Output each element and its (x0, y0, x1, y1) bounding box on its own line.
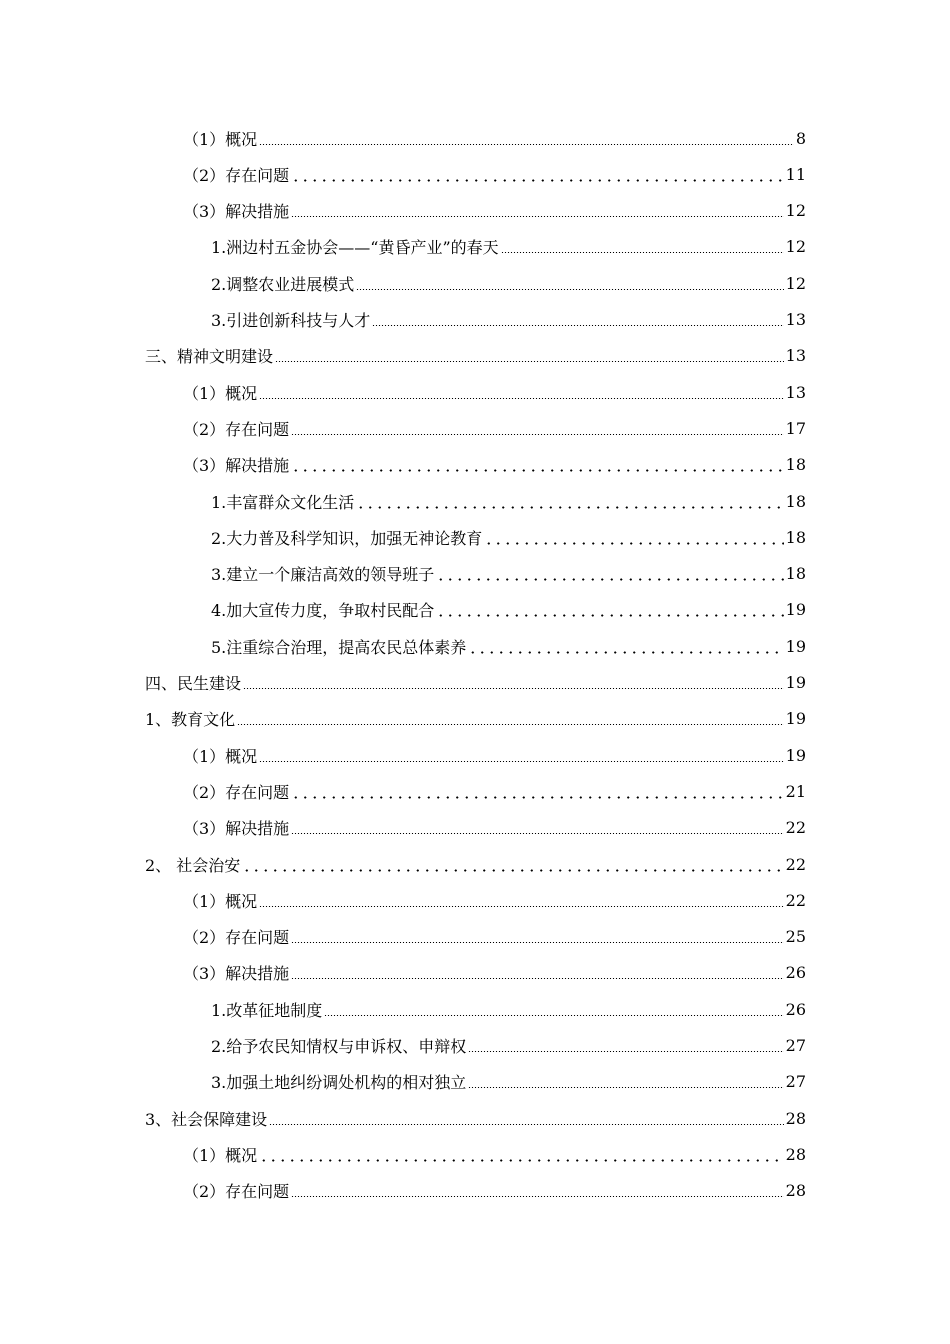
toc-entry[interactable] (211, 628, 806, 664)
dot-leader (259, 398, 783, 399)
toc-entry[interactable] (183, 1173, 806, 1209)
toc-entry-page-number: 25 (785, 927, 806, 947)
toc-entry[interactable] (183, 447, 806, 483)
toc-entry-title: 3、社会保障建设 (145, 1109, 268, 1129)
toc-entry-page-number: 12 (785, 201, 806, 221)
dot-leader (237, 724, 783, 725)
toc-entry-title: （2）存在问题 (183, 782, 290, 802)
toc-entry-title: （1）概况 (183, 891, 258, 911)
toc-entry[interactable] (211, 265, 806, 301)
dot-leader (291, 978, 783, 979)
toc-entry[interactable] (183, 156, 806, 192)
toc-entry[interactable] (211, 519, 806, 555)
toc-entry-title: （2）存在问题 (183, 928, 290, 948)
dot-leader (436, 578, 783, 581)
dot-leader (275, 361, 784, 362)
dot-leader (324, 1015, 783, 1016)
toc-entry[interactable] (183, 1136, 806, 1172)
toc-entry-title: （2）存在问题 (183, 419, 290, 439)
toc-entry-title: 3.建立一个廉洁高效的领导班子 (211, 565, 435, 585)
toc-entry-title: 1.洲边村五金协会——“黄昏产业”的春天 (211, 238, 499, 258)
toc-entry-page-number: 17 (785, 418, 806, 438)
toc-entry-page-number: 27 (785, 1072, 806, 1092)
toc-entry-title: （1）概况 (183, 129, 258, 149)
toc-entry[interactable] (211, 556, 806, 592)
dot-leader (242, 869, 783, 872)
dot-leader (291, 216, 783, 217)
toc-entry[interactable] (183, 882, 806, 918)
toc-entry[interactable] (183, 120, 806, 156)
toc-entry[interactable] (211, 1064, 806, 1100)
toc-entry-page-number: 19 (785, 636, 806, 656)
toc-entry-page-number: 19 (785, 600, 806, 620)
toc-entry-title: （1）概况 (183, 746, 258, 766)
toc-entry-page-number: 26 (785, 963, 806, 983)
dot-leader (243, 688, 784, 689)
dot-leader (259, 1159, 783, 1162)
toc-entry-page-number: 22 (785, 818, 806, 838)
toc-entry-page-number: 22 (785, 854, 806, 874)
toc-entry-page-number: 18 (785, 455, 806, 475)
toc-entry-title: （1）概况 (183, 383, 258, 403)
toc-entry-page-number: 11 (785, 164, 806, 184)
toc-entry-page-number: 26 (785, 999, 806, 1019)
toc-entry-page-number: 18 (785, 491, 806, 511)
toc-entry-page-number: 13 (785, 346, 806, 366)
toc-entry[interactable] (211, 483, 806, 519)
dot-leader (436, 614, 783, 617)
dot-leader (484, 542, 783, 545)
toc-entry-page-number: 13 (785, 382, 806, 402)
toc-entry-title: 2.大力普及科学知识，加强无神论教育 (211, 528, 483, 548)
dot-leader (468, 1087, 783, 1088)
toc-entry-title: 2.调整农业进展模式 (211, 274, 355, 294)
toc-entry-page-number: 27 (785, 1036, 806, 1055)
toc-entry-title: 1、教育文化 (145, 710, 236, 730)
dot-leader (269, 1124, 783, 1125)
dot-leader (291, 942, 783, 943)
toc-entry-title: 2.给予农民知情权与申诉权、申辩权 (211, 1037, 467, 1056)
toc-entry-page-number: 18 (785, 527, 806, 547)
toc-entry-page-number: 19 (785, 745, 806, 765)
dot-leader (291, 1196, 783, 1197)
toc-entry-title: 1.改革征地制度 (211, 1000, 323, 1020)
toc-entry[interactable] (211, 1028, 806, 1064)
toc-entry[interactable] (145, 701, 806, 737)
dot-leader (468, 1051, 783, 1052)
toc-entry-page-number: 12 (785, 273, 806, 293)
toc-entry[interactable] (183, 810, 806, 846)
dot-leader (291, 796, 783, 799)
toc-entry[interactable] (183, 773, 806, 809)
toc-entry-page-number: 19 (785, 673, 806, 692)
toc-entry[interactable] (211, 592, 806, 628)
toc-entry[interactable] (183, 374, 806, 410)
toc-entry-title: 5.注重综合治理，提高农民总体素养 (211, 637, 467, 657)
toc-entry-title: （1）概况 (183, 1145, 258, 1165)
dot-leader (291, 469, 783, 472)
toc-entry[interactable] (183, 737, 806, 773)
toc-entry-title: 1.丰富群众文化生活 (211, 492, 355, 512)
toc-entry-page-number: 18 (785, 564, 806, 584)
toc-entry[interactable] (145, 338, 806, 374)
toc-entry[interactable] (145, 1100, 806, 1136)
toc-entry-title: 3.引进创新科技与人才 (211, 311, 371, 330)
dot-leader (468, 651, 783, 654)
dot-leader (501, 252, 784, 253)
toc-entry-page-number: 13 (785, 310, 806, 329)
toc-entry-title: （3）解决措施 (183, 964, 290, 984)
toc-entry-page-number: 12 (785, 237, 806, 257)
dot-leader (291, 434, 783, 435)
toc-entry-title: 2、 社会治安 (145, 855, 241, 875)
toc-entry-title: （3）解决措施 (183, 456, 290, 476)
toc-entry-page-number: 28 (785, 1108, 806, 1128)
dot-leader (291, 179, 783, 182)
toc-entry-title: （2）存在问题 (183, 1182, 290, 1202)
toc-entry[interactable] (211, 991, 806, 1027)
toc-entry-title: 四、民生建设 (145, 674, 242, 693)
toc-entry[interactable] (211, 302, 806, 338)
toc-entry-page-number: 28 (785, 1144, 806, 1164)
toc-entry-page-number: 22 (785, 890, 806, 910)
toc-entry-title: 三、精神文明建设 (145, 347, 274, 367)
toc-entry-title: （3）解决措施 (183, 819, 290, 839)
dot-leader (291, 833, 783, 834)
toc-entry[interactable] (183, 193, 806, 229)
toc-entry-title: 4.加大宣传力度，争取村民配合 (211, 601, 435, 621)
toc-entry-page-number: 21 (785, 781, 806, 801)
toc-entry-page-number: 19 (785, 709, 806, 729)
toc-entry-title: （3）解决措施 (183, 202, 290, 222)
toc-entry[interactable] (183, 919, 806, 955)
dot-leader (356, 289, 783, 290)
toc-entry[interactable] (183, 955, 806, 991)
dot-leader (259, 144, 794, 145)
dot-leader (356, 506, 783, 509)
toc-entry-page-number: 8 (795, 128, 806, 148)
dot-leader (259, 906, 783, 907)
toc-entry-title: 3.加强土地纠纷调处机构的相对独立 (211, 1073, 467, 1093)
toc-entry[interactable] (183, 410, 806, 446)
toc-entry[interactable] (211, 229, 806, 265)
toc-entry-title: （2）存在问题 (183, 165, 290, 185)
dot-leader (259, 761, 783, 762)
toc-entry-page-number: 28 (785, 1181, 806, 1201)
toc-entry[interactable] (145, 846, 806, 882)
dot-leader (372, 325, 783, 326)
toc-entry[interactable] (145, 665, 806, 701)
